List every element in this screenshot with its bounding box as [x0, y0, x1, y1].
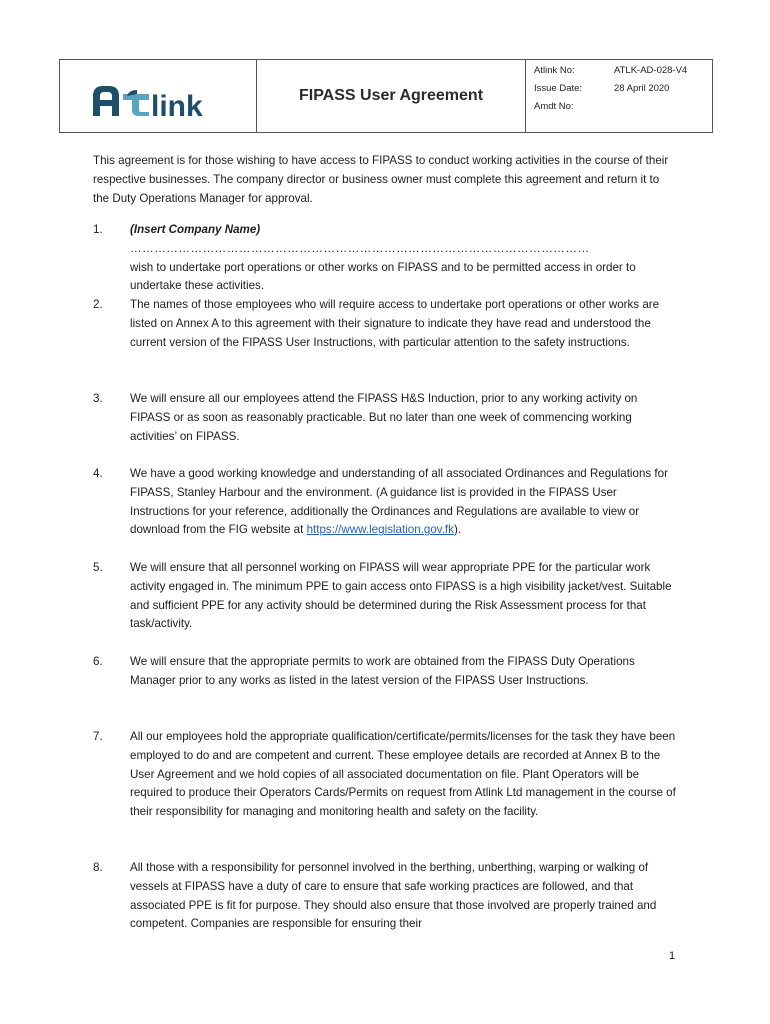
- company-name-fill-line[interactable]: ……………………………………………………………………………………………………: [130, 241, 590, 255]
- item-text: All our employees hold the appropriate qualification/certificate/permits/licenses for the task they have been employed to do and are competent and current. These employee details are recorded at Annex B to the User Agreement and we hold copies of all associated documentation on file. Plant Operators will be required to produce their Operators Cards/Permits on request from Atlink Ltd management in the course of their responsibility for managing and monitoring health and safety on the facility.: [130, 730, 676, 819]
- item-number: 3.: [93, 392, 103, 405]
- legislation-link[interactable]: https://www.legislation.gov.fk: [306, 523, 454, 537]
- meta-row-issue-date: [534, 83, 708, 94]
- item-text: We will ensure that the appropriate permits to work are obtained from the FIPASS Duty Operations Manager prior to any works as listed in the latest version of the FIPASS User Instructions.: [130, 655, 635, 687]
- list-item: [93, 728, 677, 822]
- list-item: [93, 559, 677, 634]
- list-item: [93, 390, 677, 446]
- meta-value: 28 April 2020: [614, 83, 670, 94]
- intro-paragraph: This agreement is for those wishing to have access to FIPASS to conduct working activities in the course of their respective businesses. The company director or business owner must complete this agreement and return it to the Duty Operations Manager for approval.: [93, 154, 669, 205]
- atlink-logo-graphic: [91, 80, 221, 120]
- company-name-prompt: (Insert Company Name): [130, 223, 261, 236]
- item-text: We will ensure all our employees attend the FIPASS H&S Induction, prior to any working activity on FIPASS or as soon as reasonably practicable. But no later than one week of commencing working activities’ on FIPASS.: [130, 392, 638, 443]
- atlink-logo: [91, 80, 221, 120]
- meta-row-atlink-no: [534, 65, 708, 76]
- list-item: [93, 221, 677, 296]
- document-meta: [526, 60, 712, 132]
- page-number: 1: [669, 950, 676, 962]
- list-item: [93, 859, 677, 934]
- item-tail: ).: [453, 523, 462, 537]
- meta-label: Atlink No:: [534, 65, 575, 76]
- meta-row-amdt-no: [534, 101, 708, 112]
- item-text: We will ensure that all personnel working on FIPASS will wear appropriate PPE for the particular work activity engaged in. The minimum PPE to gain access onto FIPASS is a high visibility jacket/vest. Suitable and sufficient PPE for any activity should be determined during the Risk Assessment process for that task/activity.: [130, 561, 672, 631]
- meta-label: Issue Date:: [534, 83, 583, 94]
- logo-cell: [60, 60, 257, 132]
- item-number: 7.: [93, 730, 103, 743]
- item-number: 8.: [93, 861, 103, 874]
- item-text: All those with a responsibility for personnel involved in the berthing, unberthing, warping or walking of vessels at FIPASS have a duty of care to ensure that safe working practices are followed, and that associated PPE is fit for purpose. They should also ensure that those involved are properly trained and competent. Companies are responsible for ensuring their: [130, 861, 657, 931]
- item-body: We have a good working knowledge and understanding of all associated Ordinances and Regulations for FIPASS, Stanley Harbour and the environment. (A guidance list is provided in the FIPASS User Instructions for your reference, additionally the Ordinances and Regulations are available to view or download from the FIG website at: [130, 467, 668, 537]
- list-item: [93, 653, 677, 691]
- list-item: [93, 296, 677, 352]
- item-number: 5.: [93, 561, 103, 574]
- item-number: 4.: [93, 467, 103, 480]
- item-text: The names of those employees who will require access to undertake port operations or other works are listed on Annex A to this agreement with their signature to indicate they have read and understood the current version of the FIPASS User Instructions, with particular attention to the safety instructions.: [130, 298, 660, 349]
- item-number: 1.: [93, 223, 103, 236]
- meta-value: ATLK-AD-028-V4: [614, 65, 688, 76]
- meta-value: [614, 101, 708, 112]
- document-title: FIPASS User Agreement: [257, 60, 526, 132]
- document-header: [59, 59, 713, 133]
- item-number: 6.: [93, 655, 103, 668]
- item-text: [130, 221, 677, 296]
- item-text: [130, 465, 677, 540]
- item-body: wish to undertake port operations or other works on FIPASS and to be permitted access in order to undertake these activities.: [130, 260, 636, 293]
- meta-label: Amdt No:: [534, 101, 574, 112]
- list-item: [93, 465, 677, 540]
- item-number: 2.: [93, 298, 103, 311]
- svg-text:link: link: [151, 90, 203, 120]
